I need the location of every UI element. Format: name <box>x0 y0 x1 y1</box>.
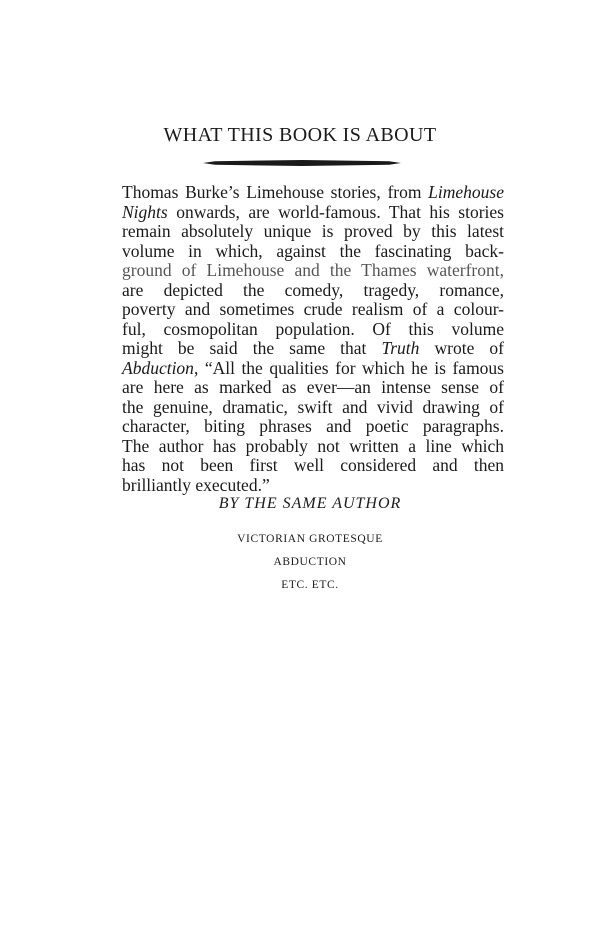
blurb-line: are here as marked as ever—an intense sense of <box>122 377 504 397</box>
ornamental-rule <box>203 160 401 166</box>
blurb-paragraph <box>122 183 504 495</box>
blurb-line: poverty and sometimes crude realism of a colour- <box>122 299 504 319</box>
page-heading: WHAT THIS BOOK IS ABOUT <box>163 124 437 146</box>
blurb-line: ful, cosmopolitan population. Of this volume <box>122 318 504 339</box>
blurb-line: volume in which, against the fascinating back- <box>122 240 504 261</box>
blurb-line: ground of Limehouse and the Thames waterfront, <box>122 260 504 280</box>
blurb-line: remain absolutely unique is proved by this latest <box>122 221 504 241</box>
title-item: ABDUCTION <box>273 556 347 568</box>
blurb-line: Abduction, “All the qualities for which he is famous <box>122 357 504 378</box>
title-item: ETC. ETC. <box>281 579 339 591</box>
blurb-line: Nights onwards, are world-famous. That his stories <box>122 201 504 222</box>
by-same-author-heading: BY THE SAME AUTHOR <box>218 495 402 512</box>
blurb-line: the genuine, dramatic, swift and vivid drawing of <box>122 396 504 417</box>
blurb-line: has not been first well considered and then <box>122 455 504 475</box>
blurb-line: might be said the same that Truth wrote of <box>122 338 504 358</box>
blurb-line: Thomas Burke’s Limehouse stories, from Limehouse <box>122 182 504 202</box>
blurb-line: brilliantly executed.” <box>122 474 270 495</box>
blurb-line: The author has probably not written a line which <box>122 435 504 456</box>
other-titles-list <box>0 528 600 597</box>
blurb-line: are depicted the comedy, tragedy, romance, <box>122 279 504 300</box>
blurb-line: character, biting phrases and poetic paragraphs. <box>122 416 504 436</box>
title-item: VICTORIAN GROTESQUE <box>237 533 383 545</box>
